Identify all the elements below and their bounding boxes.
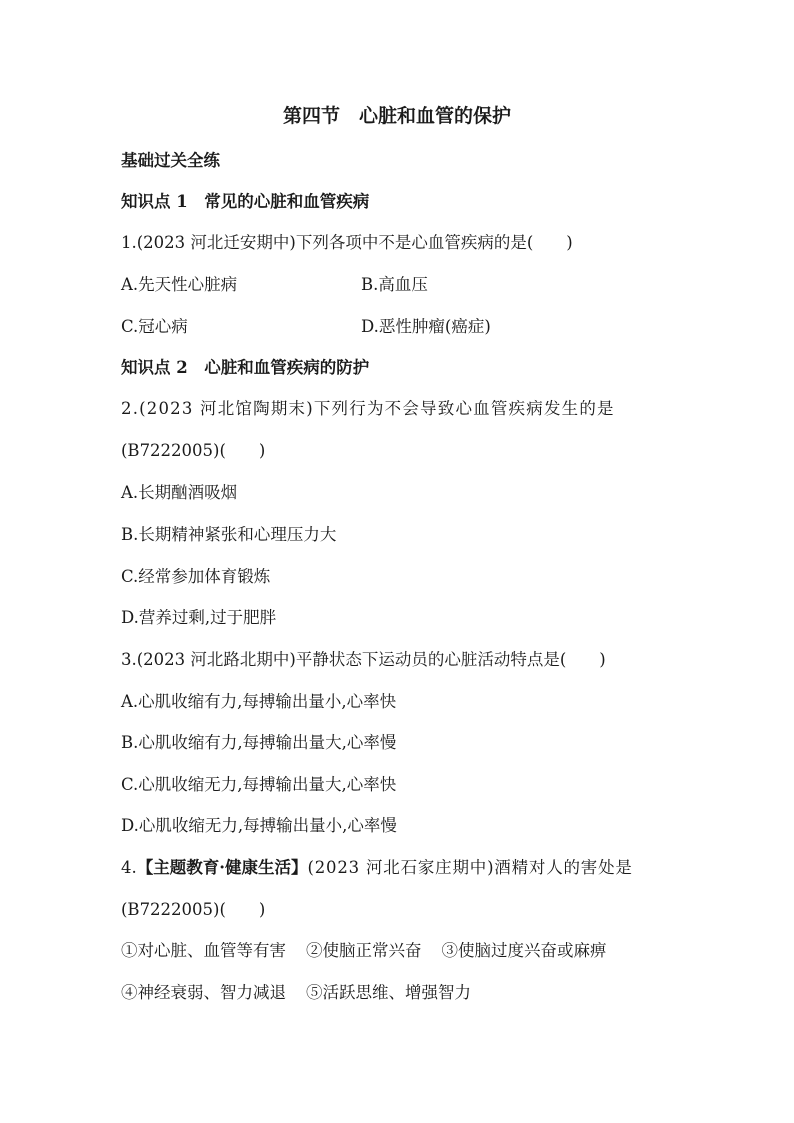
question-1-option-d: D.恶性肿瘤(癌症) <box>361 317 491 336</box>
question-1-option-a: A.先天性心脏病 <box>121 275 238 294</box>
question-1-option-c: C.冠心病 <box>121 317 188 336</box>
question-2-stem-line-2: (B7222005)( ) <box>121 441 266 460</box>
knowledge-point-1-heading: 知识点 1 常见的心脏和血管疾病 <box>121 192 370 211</box>
question-3-stem: 3.(2023 河北路北期中)平静状态下运动员的心脏活动特点是( ) <box>121 650 606 669</box>
question-2-option-c: C.经常参加体育锻炼 <box>121 567 271 586</box>
question-4-choices-row-2 <box>121 982 471 1004</box>
question-3-option-d: D.心肌收缩无力,每搏输出量小,心率慢 <box>121 816 397 835</box>
question-4-choice-5: ⑤活跃思维、增强智力 <box>306 983 471 1002</box>
question-4-theme-tag: 【主题教育·健康生活】 <box>136 858 308 877</box>
question-4-stem-text: (2023 河北石家庄期中)酒精对人的害处是 <box>307 858 633 877</box>
question-4-choice-2: ②使脑正常兴奋 <box>306 941 422 960</box>
question-1-option-b: B.高血压 <box>361 275 428 294</box>
question-3-option-c: C.心肌收缩无力,每搏输出量大,心率快 <box>121 775 397 794</box>
question-1-stem: 1.(2023 河北迁安期中)下列各项中不是心血管疾病的是( ) <box>121 233 573 252</box>
question-4-choice-3: ③使脑过度兴奋或麻痹 <box>441 941 607 960</box>
question-2-option-d: D.营养过剩,过于肥胖 <box>121 608 277 627</box>
question-4-stem-line-2: (B7222005)( ) <box>121 900 266 919</box>
question-2-option-a: A.长期酗酒吸烟 <box>121 483 238 502</box>
section-heading: 基础过关全练 <box>121 151 220 170</box>
question-4-stem-line-1 <box>121 857 633 879</box>
question-1-options-row-1 <box>121 274 674 296</box>
knowledge-point-2-heading: 知识点 2 心脏和血管疾病的防护 <box>121 358 370 377</box>
page-title: 第四节 心脏和血管的保护 <box>282 105 511 127</box>
question-3-option-b: B.心肌收缩有力,每搏输出量大,心率慢 <box>121 733 397 752</box>
question-4-choice-1: ①对心脏、血管等有害 <box>121 941 286 960</box>
question-3-option-a: A.心肌收缩有力,每搏输出量小,心率快 <box>121 692 397 711</box>
question-2-stem-line-1: 2.(2023 河北馆陶期末)下列行为不会导致心血管疾病发生的是 <box>121 399 615 418</box>
question-1-options-row-2 <box>121 316 674 338</box>
question-4-choice-4: ④神经衰弱、智力减退 <box>121 983 286 1002</box>
question-4-choices-row-1 <box>121 940 607 962</box>
question-2-option-b: B.长期精神紧张和心理压力大 <box>121 525 337 544</box>
question-4-number: 4. <box>121 858 137 877</box>
